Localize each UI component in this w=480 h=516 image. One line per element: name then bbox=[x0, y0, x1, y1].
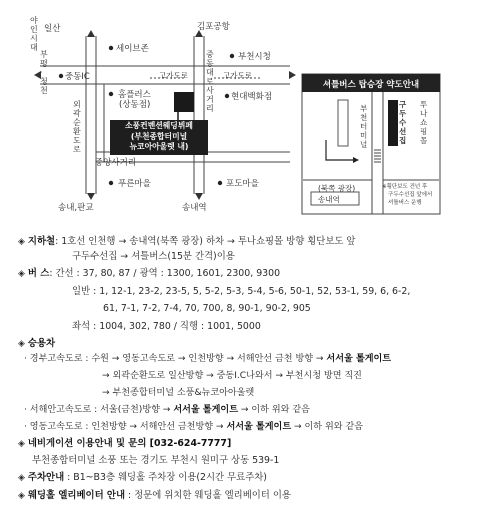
parking-label: 주차안내 bbox=[27, 472, 65, 483]
label-homeplus: 홈플러스 bbox=[118, 90, 151, 100]
label-podo-maeul: 포도마을 bbox=[226, 179, 259, 189]
inset-note-2: 구두수선집 앞에서 bbox=[388, 192, 433, 198]
inset-title: 셔틀버스 탑승장 약도안내 bbox=[322, 80, 420, 90]
label-songnae-station: 송내역 bbox=[182, 203, 207, 213]
label-yain-sidae: 야인시대 bbox=[30, 16, 38, 52]
inset-north-plaza: (북쪽 광장) bbox=[318, 184, 356, 193]
inset-tuna-shopping: 투나쇼핑몰 bbox=[420, 100, 428, 145]
car-route-3 bbox=[24, 421, 363, 433]
label-gimpo-airport: 김포공항 bbox=[197, 22, 230, 32]
label-bupyeong: 부평·청천 bbox=[40, 50, 48, 95]
parking-row bbox=[18, 472, 267, 484]
bus-seat: 좌석 : 1004, 302, 780 / 직행 : 1001, 5000 bbox=[72, 321, 261, 332]
diamond-bullet-icon: ◈ bbox=[18, 491, 25, 501]
subway-text-1: : 1호선 인천행 → 송내역(북쪽 광장) 하차 → 투나쇼핑몰 방향 횡단보도 앞 bbox=[55, 236, 356, 247]
bus-general-1: 일반 : 1, 12-1, 23-2, 23-5, 5, 5-2, 5-3, 5-4, 5-6, 50-1, 52, 53-1, 59, 6, 6-2, bbox=[72, 286, 411, 297]
venue-box bbox=[110, 120, 208, 155]
diamond-bullet-icon: ◈ bbox=[18, 237, 25, 247]
label-homeplus-sub: (상동점) bbox=[119, 100, 151, 110]
car-route-1-text: · 경부고속도로 : 수원 → 영동고속도로 → 인천방향 → 서해안선 금천 방향 → bbox=[24, 354, 327, 364]
car-route-3-end: → 이하 위와 같음 bbox=[291, 422, 364, 432]
label-pureun-maeul: 푸른마을 bbox=[118, 179, 151, 189]
label-ilsan: 일산 bbox=[44, 24, 61, 34]
car-route-2 bbox=[24, 404, 310, 416]
inset-songnae-station: 송내역 bbox=[318, 195, 340, 204]
label-jungang-crossroad: 중앙사거리 bbox=[95, 158, 137, 168]
nav-text: 부천종합터미널 소풍 또는 경기도 부천시 원미구 상동 539-1 bbox=[32, 455, 280, 466]
car-route-1-tollgate: 서서울 톨게이트 bbox=[326, 354, 392, 364]
nav-label: 네비게이션 이용안내 및 문의 [032-624-7777] bbox=[27, 438, 232, 449]
label-bucheon-cityhall: 부천시청 bbox=[238, 52, 271, 62]
inset-note-1: ※횡단보도 건넌 후 bbox=[382, 184, 428, 190]
label-overpass-1: 고가도로 bbox=[159, 71, 188, 80]
car-route-3-tollgate: 서서울 톨게이트 bbox=[226, 422, 292, 432]
venue-sub-2: 뉴코아아울렛 내) bbox=[129, 142, 189, 151]
elevator-row bbox=[18, 490, 291, 502]
label-outer-ring: 외곽순환도로 bbox=[73, 100, 81, 154]
label-hyundai-dept: 현대백화점 bbox=[231, 92, 273, 102]
car-route-3-text: · 영동고속도로 : 인천방향 → 서해안선 금천방향 → bbox=[24, 422, 227, 432]
car-row bbox=[18, 338, 55, 350]
diamond-bullet-icon: ◈ bbox=[18, 339, 25, 349]
bus-label: 버 스 bbox=[27, 268, 50, 279]
inset-note-3: 셔틀버스 운행 bbox=[388, 200, 422, 206]
car-route-1-end: → 부천종합터미널 소풍&뉴코아아울렛 bbox=[102, 388, 255, 398]
label-overpass-2: 고가도로 bbox=[223, 71, 252, 80]
elevator-text: : 정문에 위치한 웨딩홀 엘리베이터 이용 bbox=[125, 490, 291, 501]
subway-text-2: 구두수선집 → 셔틀버스(15분 간격)이용 bbox=[72, 251, 235, 262]
inset-terminal: 부천터미널 bbox=[360, 104, 368, 149]
car-route-1 bbox=[24, 353, 391, 365]
venue-sub-1: (부천종합터미널 bbox=[130, 131, 188, 141]
elevator-label: 웨딩홀 엘리베이터 안내 bbox=[27, 490, 126, 501]
bus-trunk: : 간선 : 37, 80, 87 / 광역 : 1300, 1601, 2300, 9300 bbox=[49, 268, 281, 279]
inset-gudu-store: 구두수선집 bbox=[399, 100, 407, 145]
nav-row bbox=[18, 438, 231, 450]
parking-text: : B1~B3층 웨딩홀 주차장 이용(2시간 무료주차) bbox=[64, 472, 267, 483]
car-label: 승용차 bbox=[27, 338, 56, 349]
label-songnae-pangyo: 송내,판교 bbox=[58, 203, 94, 213]
bus-row bbox=[18, 268, 280, 280]
label-junggong-daero: 중동대로사거리 bbox=[206, 50, 214, 113]
car-route-2-text: · 서해안고속도로 : 서울(금천)방향 → bbox=[24, 405, 174, 415]
label-save-zone: 세이브존 bbox=[116, 44, 149, 54]
diamond-bullet-icon: ◈ bbox=[18, 269, 25, 279]
venue-name: 소풍컨벤션웨딩뷔페 bbox=[125, 121, 193, 130]
car-route-2-tollgate: 서서울 톨게이트 bbox=[173, 405, 238, 415]
subway-label: 지하철 bbox=[27, 236, 56, 247]
label-junggong-ic: 중동IC bbox=[65, 72, 90, 82]
subway-row bbox=[18, 236, 356, 248]
car-route-2-end: → 이하 위와 같음 bbox=[238, 405, 310, 415]
diamond-bullet-icon: ◈ bbox=[18, 473, 25, 483]
bus-general-2: 61, 7-1, 7-2, 7-4, 70, 700, 8, 90-1, 90-2, 905 bbox=[103, 303, 311, 314]
diamond-bullet-icon: ◈ bbox=[18, 439, 25, 449]
car-route-1-cont: → 외곽순환도로 일산방향 → 중동I.C나와서 → 부천시청 방면 직진 bbox=[102, 371, 362, 381]
location-map bbox=[0, 0, 480, 228]
